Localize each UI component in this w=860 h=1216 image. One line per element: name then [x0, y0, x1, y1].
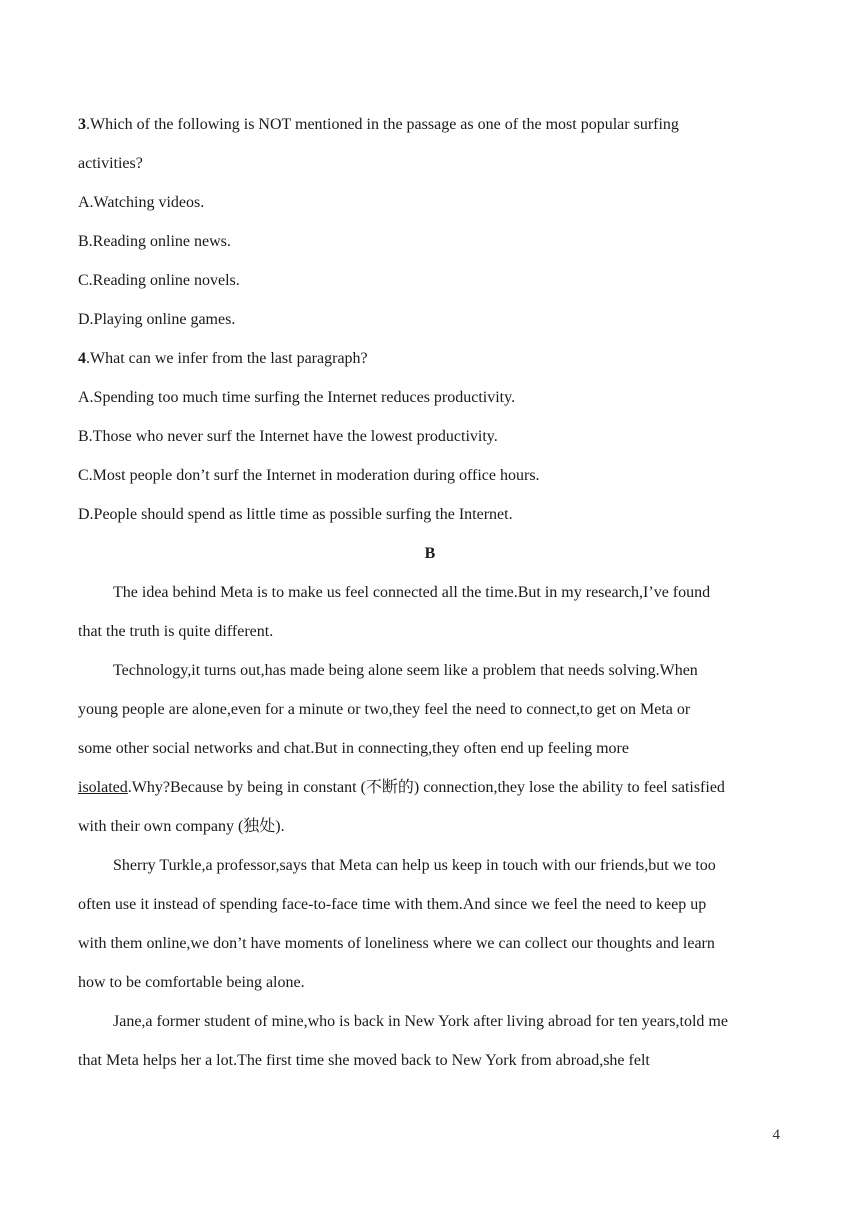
section-heading: B: [424, 545, 436, 562]
passage-line: young people are alone,even for a minute or two,they feel the need to connect,to get on Meta or: [78, 701, 691, 718]
question-4-number: 4: [78, 350, 86, 367]
passage-line: often use it instead of spending face-to-face time with them.And since we feel the need to keep up: [78, 896, 707, 913]
page-number: 4: [772, 1127, 780, 1143]
passage-line: The idea behind Meta is to make us feel connected all the time.But in my research,I’ve found: [113, 584, 711, 601]
question-4-option-d: D.People should spend as little time as possible surfing the Internet.: [78, 506, 513, 523]
passage-line-rest: .Why?Because by being in constant (不断的) connection,they lose the ability to feel satisfied: [127, 779, 725, 796]
question-3-number: 3: [78, 116, 86, 133]
passage-line: with them online,we don’t have moments of loneliness where we can collect our thoughts and learn: [78, 935, 715, 952]
passage-line: Technology,it turns out,has made being alone seem like a problem that needs solving.When: [113, 662, 698, 679]
passage-line: [78, 778, 725, 798]
question-4-text: .What can we infer from the last paragraph?: [86, 350, 368, 367]
passage-line: that the truth is quite different.: [78, 623, 274, 640]
passage-line: how to be comfortable being alone.: [78, 974, 305, 991]
question-3-option-a: A.Watching videos.: [78, 194, 205, 211]
question-3-option-c: C.Reading online novels.: [78, 272, 240, 289]
question-3-stem-cont: activities?: [78, 155, 143, 172]
question-3-option-d: D.Playing online games.: [78, 311, 236, 328]
underlined-word: isolated: [78, 779, 128, 796]
passage-line: that Meta helps her a lot.The first time she moved back to New York from abroad,she felt: [78, 1052, 650, 1069]
question-4-option-a: A.Spending too much time surfing the Internet reduces productivity.: [78, 389, 516, 406]
question-4-stem: [78, 349, 368, 369]
question-4-option-b: B.Those who never surf the Internet have the lowest productivity.: [78, 428, 498, 445]
passage-line: Jane,a former student of mine,who is back in New York after living abroad for ten years,told me: [113, 1013, 728, 1030]
question-3-text: .Which of the following is NOT mentioned in the passage as one of the most popular surfing: [86, 116, 679, 133]
passage-line: with their own company (独处).: [78, 818, 285, 835]
question-3-option-b: B.Reading online news.: [78, 233, 231, 250]
question-3-stem: [78, 115, 679, 135]
passage-line: Sherry Turkle,a professor,says that Meta can help us keep in touch with our friends,but we too: [113, 857, 716, 874]
question-4-option-c: C.Most people don’t surf the Internet in moderation during office hours.: [78, 467, 540, 484]
passage-line: some other social networks and chat.But in connecting,they often end up feeling more: [78, 740, 629, 757]
